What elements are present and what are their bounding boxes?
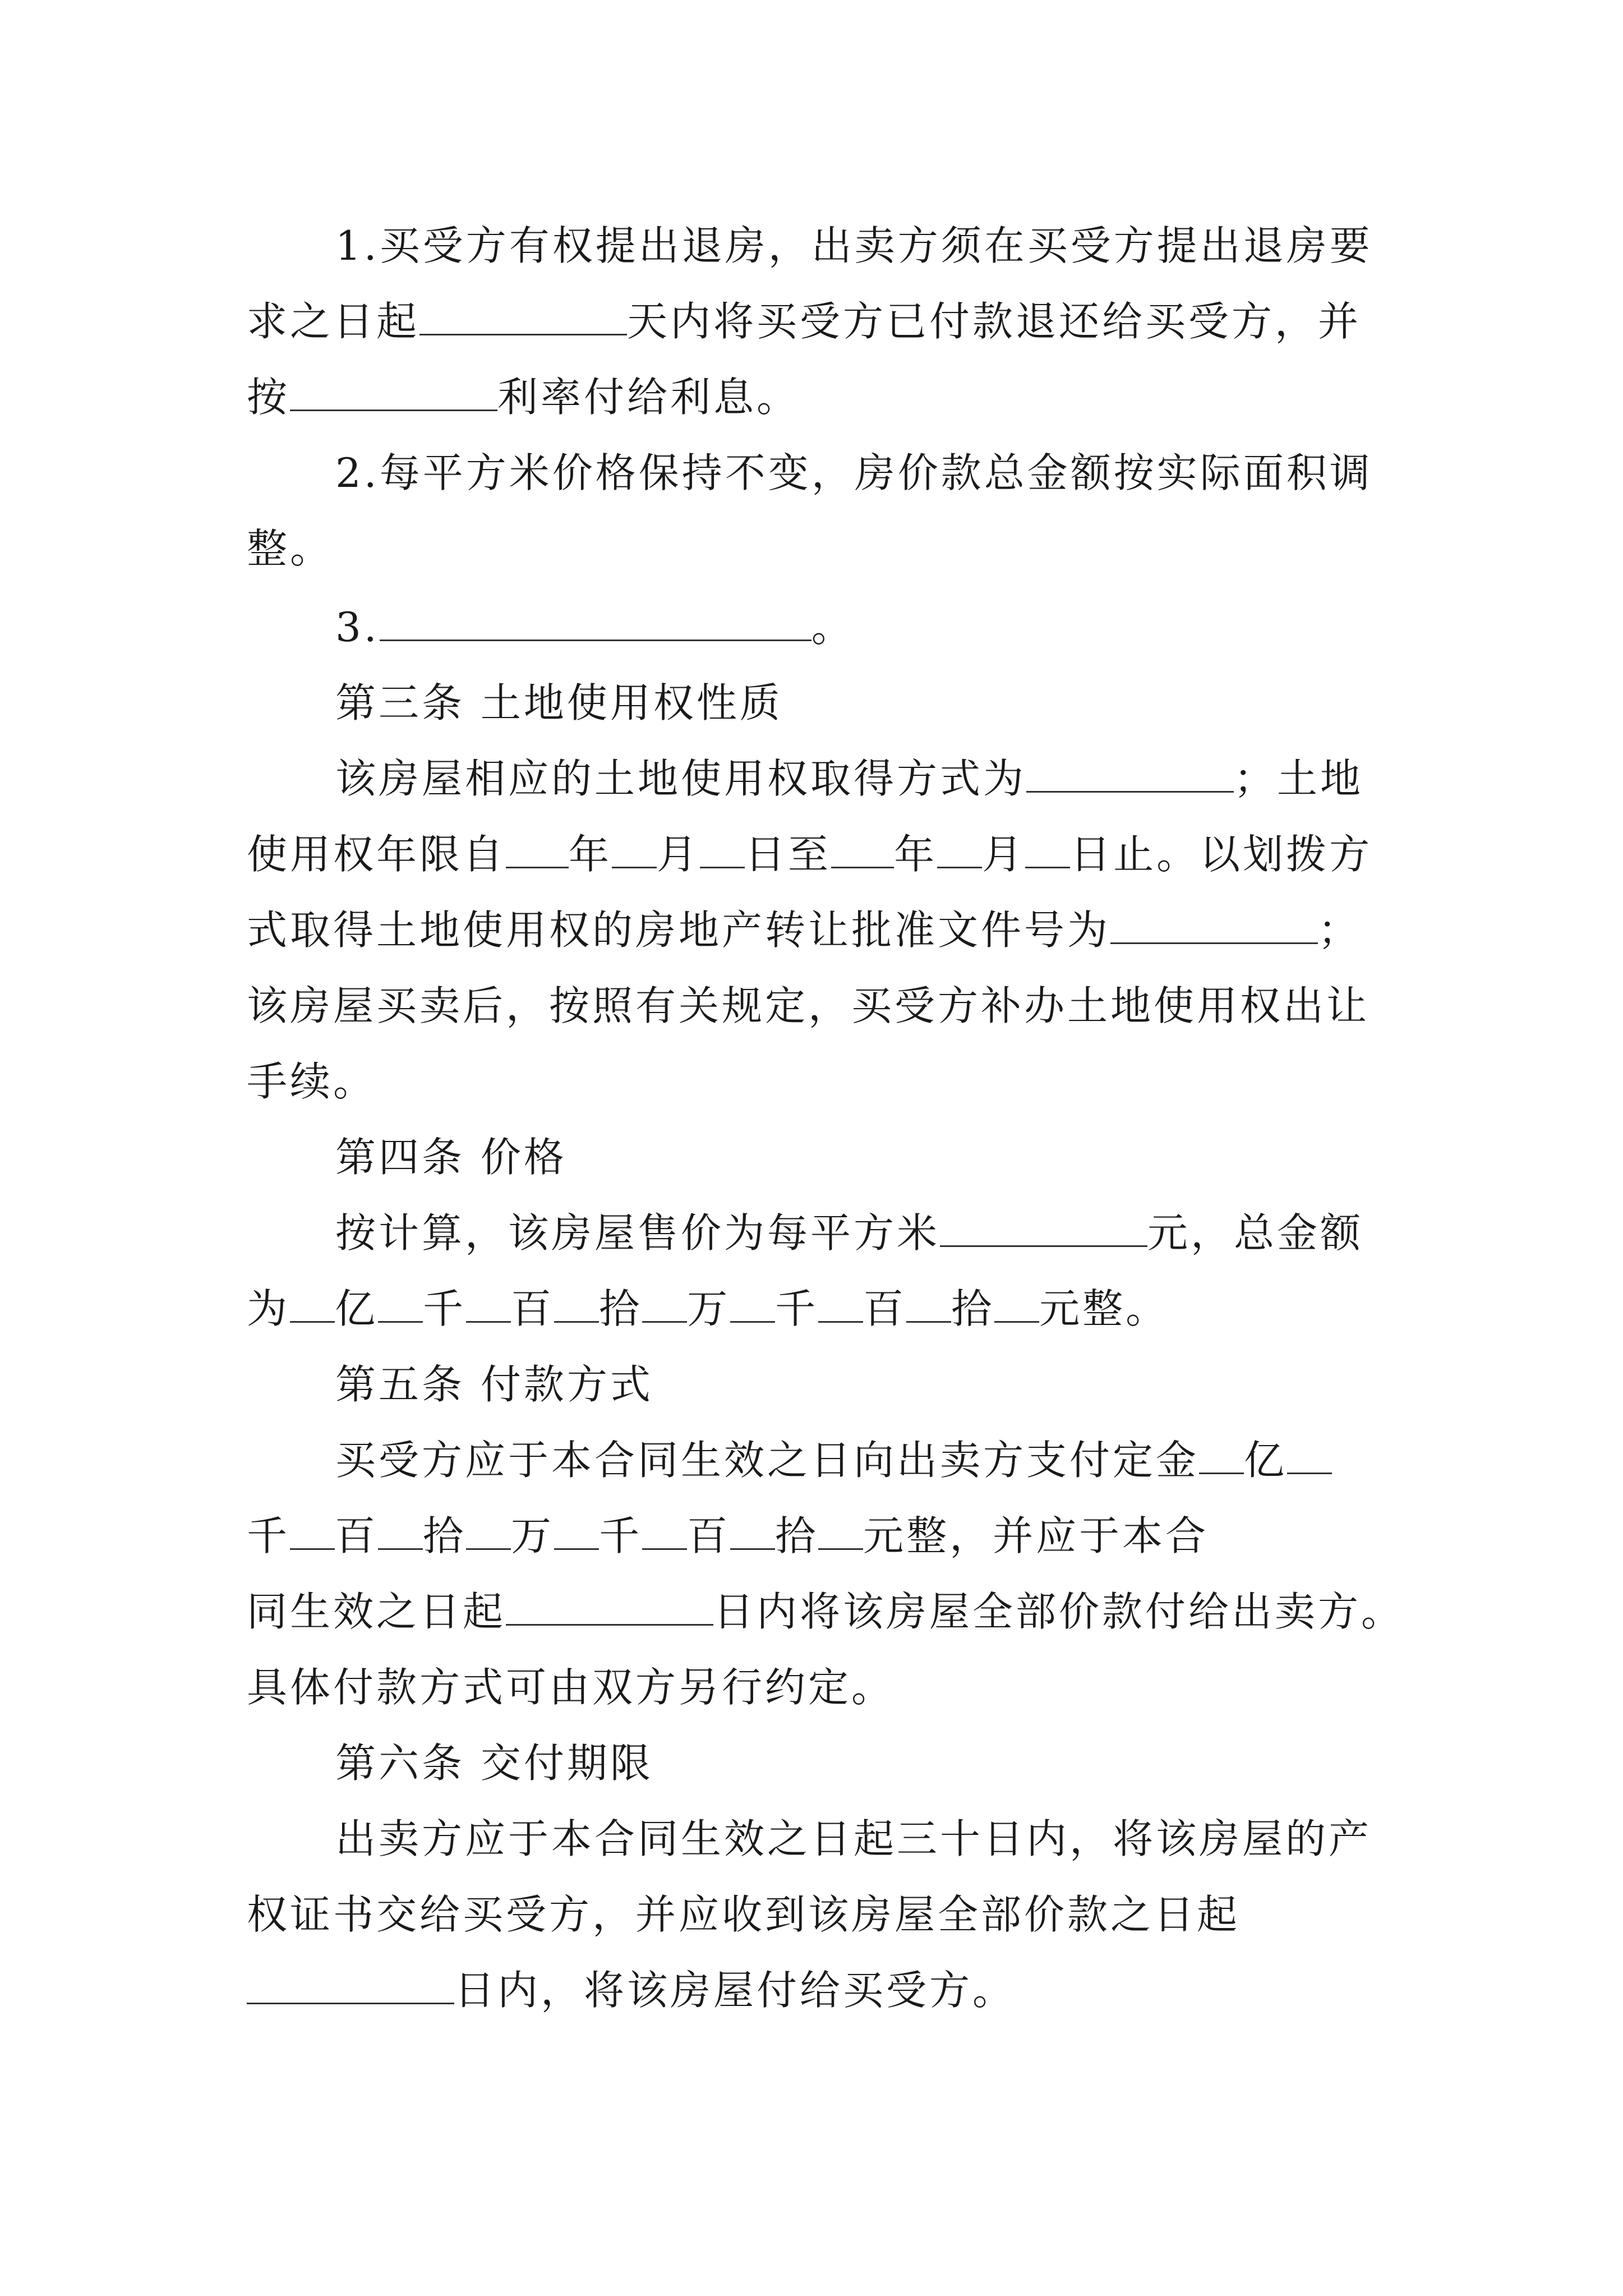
fill-blank-amount[interactable] (994, 1286, 1039, 1323)
fill-blank-clause-3[interactable] (380, 605, 811, 641)
text: 出卖方应于本合同生效之日起三十日内，将该房屋的产 (335, 1815, 1372, 1862)
fill-blank-land-acquisition[interactable] (1026, 756, 1234, 793)
fill-blank-delivery-days[interactable] (247, 1968, 454, 2004)
text: 年 (894, 831, 938, 878)
unit-label: 千 (247, 1512, 291, 1559)
text: 按 (247, 374, 291, 421)
fill-blank-rate[interactable] (290, 375, 497, 411)
text: 元整，并应于本合 (863, 1512, 1209, 1559)
unit-label: 拾 (951, 1285, 995, 1332)
text: 1.买受方有权提出退房，出卖方须在买受方提出退房要 (335, 222, 1373, 269)
article-5-line-4 (247, 1660, 895, 1714)
text: 整。 (247, 525, 334, 572)
clause-1-line-1 (335, 219, 1373, 273)
article-5-line-1 (335, 1433, 1332, 1487)
text: 利率付给利息。 (497, 374, 800, 421)
article-3-line-5 (247, 1055, 376, 1108)
fill-blank-deposit[interactable] (642, 1513, 687, 1550)
fill-blank-deposit[interactable] (730, 1513, 775, 1550)
text: 求之日起 (247, 298, 420, 345)
unit-label: 百 (335, 1512, 379, 1559)
clause-2-line-2 (247, 522, 333, 576)
clause-1-line-3 (247, 370, 800, 424)
article-3-line-2 (247, 827, 1372, 881)
fill-blank-end-month[interactable] (937, 832, 982, 868)
text: ；土地 (1234, 755, 1364, 802)
text: 该房屋相应的土地使用权取得方式为 (335, 755, 1027, 802)
fill-blank-deposit[interactable] (290, 1513, 335, 1550)
fill-blank-amount[interactable] (818, 1286, 863, 1323)
text: 月 (982, 831, 1026, 878)
article-6-line-2 (247, 1888, 1240, 1941)
unit-label: 亿 (335, 1285, 379, 1332)
text: 日止。以划拨方 (1070, 831, 1373, 878)
clause-2-line-1 (335, 446, 1373, 500)
article-5-line-3 (247, 1585, 1404, 1639)
article-3-line-4 (247, 979, 1370, 1033)
article-4-line-1 (335, 1206, 1363, 1260)
text: 日内将该房屋全部价款付给出卖方。 (713, 1588, 1405, 1635)
clause-1-line-2 (247, 295, 1361, 348)
fill-blank-start-year[interactable] (506, 832, 569, 868)
text: 3. (335, 604, 380, 651)
unit-label: 拾 (775, 1512, 819, 1559)
fill-blank-payment-days[interactable] (506, 1589, 713, 1626)
fill-blank-amount[interactable] (642, 1286, 687, 1323)
unit-label: 拾 (423, 1512, 467, 1559)
text: 该房屋买卖后，按照有关规定，买受方补办土地使用权出让 (247, 982, 1370, 1029)
fill-blank-amount[interactable] (906, 1286, 951, 1323)
article-3-line-3 (247, 903, 1361, 957)
unit-label: 万 (511, 1512, 555, 1559)
text: 同生效之日起 (247, 1588, 506, 1635)
unit-label: 万 (687, 1285, 731, 1332)
article-3-heading (335, 676, 783, 730)
text: 元整。 (1039, 1285, 1169, 1332)
text: 手续。 (247, 1058, 377, 1105)
fill-blank-deposit[interactable] (554, 1513, 599, 1550)
fill-blank-amount[interactable] (730, 1286, 775, 1323)
heading-text: 第四条 价格 (335, 1134, 567, 1181)
unit-label: 千 (599, 1512, 643, 1559)
fill-blank-amount[interactable] (378, 1286, 423, 1323)
text: 式取得土地使用权的房地产转让批准文件号为 (247, 907, 1111, 954)
fill-blank-deposit[interactable] (378, 1513, 423, 1550)
fill-blank-end-year[interactable] (831, 832, 894, 868)
unit-label: 千 (423, 1285, 467, 1332)
heading-text: 第五条 付款方式 (335, 1361, 653, 1408)
text: 权证书交给买受方，并应收到该房屋全部价款之日起 (247, 1891, 1241, 1938)
fill-blank-deposit[interactable] (1287, 1438, 1332, 1474)
fill-blank-amount[interactable] (554, 1286, 599, 1323)
unit-label: 百 (687, 1512, 731, 1559)
text: 年 (569, 831, 612, 878)
text: 。 (811, 604, 855, 651)
article-6-heading (335, 1736, 653, 1790)
text: 日至 (745, 831, 832, 878)
text: 元，总金额 (1147, 1209, 1364, 1257)
fill-blank-unit-price[interactable] (940, 1211, 1147, 1247)
text: 天内将买受方已付款退还给买受方，并 (627, 298, 1362, 345)
text: 日内，将该房屋付给买受方。 (454, 1967, 1016, 2014)
heading-text: 第六条 交付期限 (335, 1740, 653, 1787)
unit-label: 拾 (599, 1285, 643, 1332)
fill-blank-end-day[interactable] (1025, 832, 1070, 868)
article-4-line-2 (247, 1282, 1169, 1336)
article-6-line-3 (247, 1963, 1016, 2017)
text: ； (1318, 907, 1362, 954)
text: 按计算，该房屋售价为每平方米 (335, 1209, 940, 1257)
fill-blank-deposit[interactable] (818, 1513, 863, 1550)
heading-text: 第三条 土地使用权性质 (335, 679, 783, 726)
fill-blank-start-day[interactable] (700, 832, 745, 868)
article-6-line-1 (335, 1812, 1372, 1866)
text: 月 (657, 831, 700, 878)
fill-blank-deposit[interactable] (1199, 1438, 1244, 1474)
fill-blank-amount[interactable] (466, 1286, 511, 1323)
article-5-heading (335, 1358, 653, 1411)
article-4-heading (335, 1130, 567, 1184)
fill-blank-start-month[interactable] (612, 832, 657, 868)
unit-label: 亿 (1244, 1437, 1288, 1484)
text: 为 (247, 1285, 291, 1332)
text: 使用权年限自 (247, 831, 506, 878)
text: 2.每平方米价格保持不变，房价款总金额按实际面积调 (335, 449, 1373, 496)
fill-blank-deposit[interactable] (466, 1513, 511, 1550)
unit-label: 百 (511, 1285, 555, 1332)
fill-blank-amount[interactable] (290, 1286, 335, 1323)
text: 买受方应于本合同生效之日向出卖方支付定金 (335, 1437, 1200, 1484)
article-3-line-1 (335, 752, 1363, 806)
text: 具体付款方式可由双方另行约定。 (247, 1664, 895, 1711)
fill-blank-approval-number[interactable] (1110, 908, 1318, 944)
fill-blank-days[interactable] (419, 299, 627, 335)
article-5-line-2 (247, 1509, 1209, 1563)
unit-label: 千 (775, 1285, 819, 1332)
clause-3-line (335, 600, 855, 654)
unit-label: 百 (863, 1285, 907, 1332)
